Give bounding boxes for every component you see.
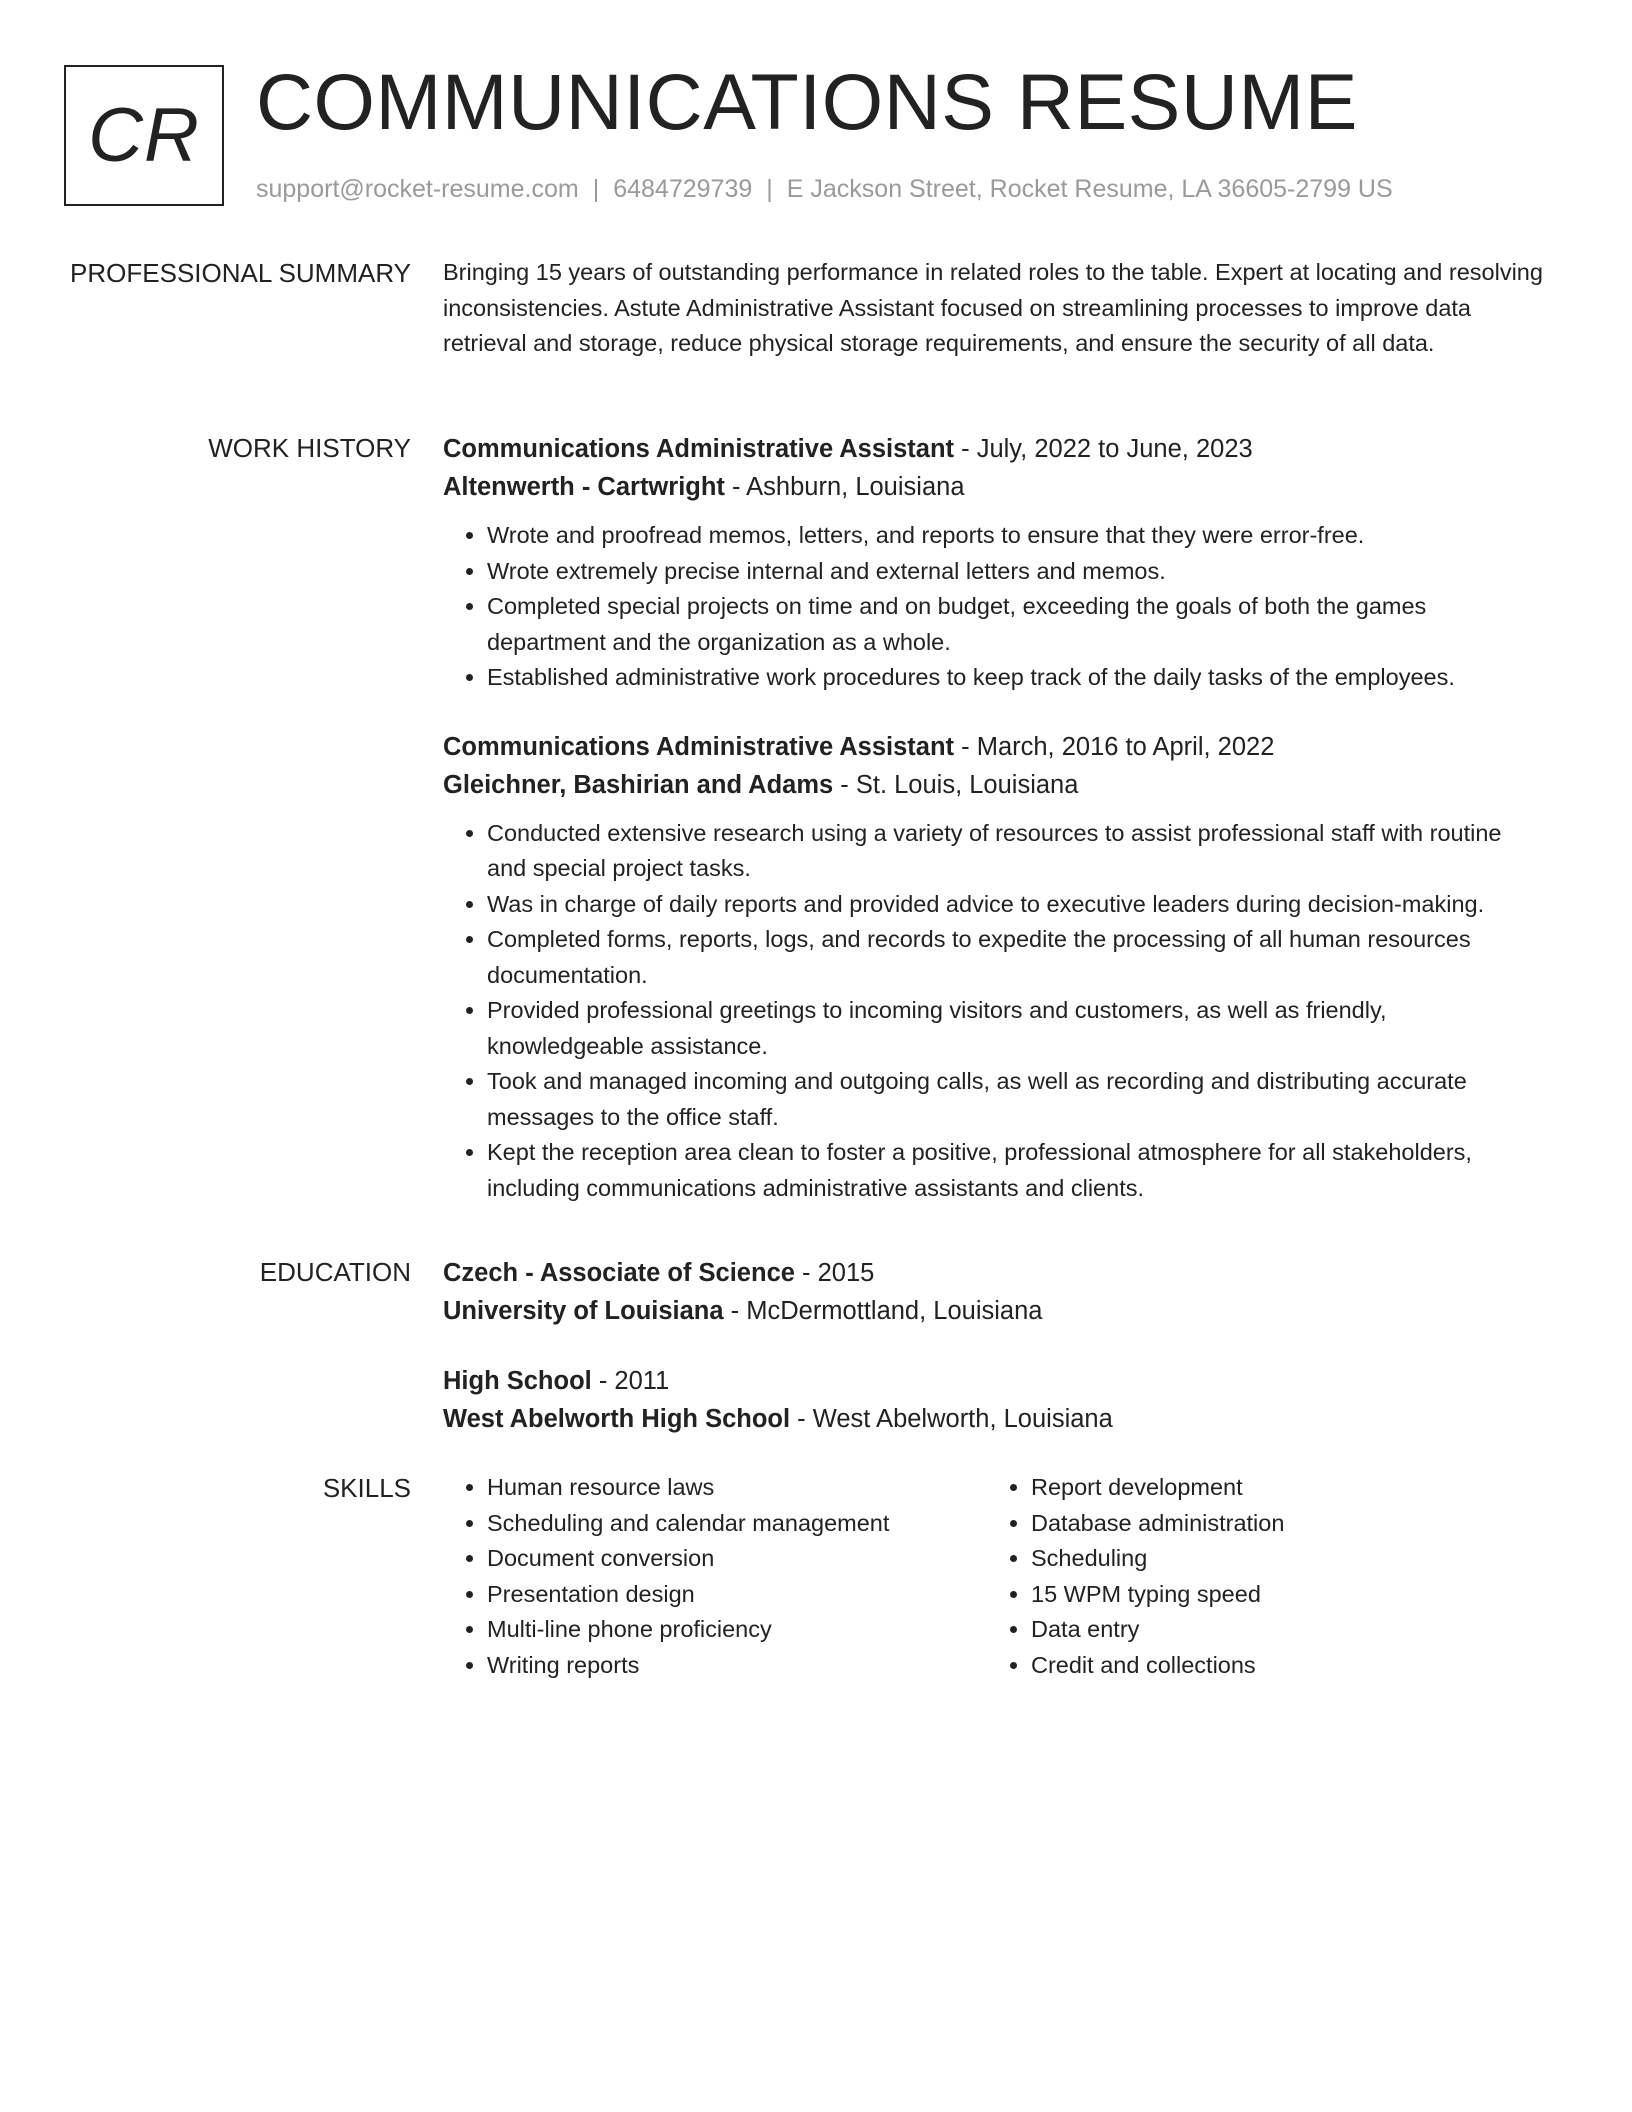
- job-bullet: • Took and managed incoming and outgoing calls, as well as recording and distributing accurate messages to the office staff.: [487, 1064, 1543, 1135]
- education-entry: [443, 1254, 1543, 1330]
- job-company: Gleichner, Bashirian and Adams: [443, 770, 834, 799]
- education-degree-line: [443, 1254, 1543, 1292]
- section-label-work-history: WORK HISTORY: [208, 433, 411, 463]
- section-label-summary: PROFESSIONAL SUMMARY: [70, 258, 411, 288]
- job-bullets: [443, 518, 1543, 696]
- education-body: [443, 1254, 1543, 1438]
- contact-line: [256, 171, 1393, 207]
- skill-item: • Human resource laws: [487, 1470, 987, 1506]
- education-degree-line: [443, 1362, 1543, 1400]
- job-bullet: • Completed special projects on time and on budget, exceeding the goals of both the games department and the organization as a whole.: [487, 589, 1543, 660]
- job-entry: [443, 728, 1543, 1207]
- skill-item: • Data entry: [1031, 1612, 1531, 1648]
- job-location: - Ashburn, Louisiana: [724, 473, 965, 501]
- job-bullet: • Was in charge of daily reports and provided advice to executive leaders during decision-making.: [487, 887, 1543, 923]
- job-bullet: • Established administrative work procedures to keep track of the daily tasks of the employees.: [487, 660, 1543, 696]
- education-degree: High School: [443, 1367, 592, 1395]
- job-location: - St. Louis, Louisiana: [833, 770, 1079, 799]
- summary-text: Bringing 15 years of outstanding performance in related roles to the table. Expert at locating and resolving inconsistencies. Astute Administrative Assistant focused on streamlining processes to improve data retrieval and storage, reduce physical storage requirements, and ensure the security of all data.: [443, 259, 1543, 356]
- job-bullet: • Kept the reception area clean to foster a positive, professional atmosphere for all stakeholders, including communications administrative assistants and clients.: [487, 1135, 1543, 1206]
- job-company-line: [443, 766, 1543, 804]
- job-bullet: • Wrote and proofread memos, letters, and reports to ensure that they were error-free.: [487, 518, 1543, 554]
- skills-list-left: [443, 1470, 987, 1683]
- summary-body: [443, 255, 1543, 362]
- skill-item: • Report development: [1031, 1470, 1531, 1506]
- skills-columns: [443, 1470, 1543, 1683]
- job-entry: [443, 430, 1543, 696]
- skill-item: • Presentation design: [487, 1577, 987, 1613]
- job-title-line: [443, 430, 1543, 468]
- job-bullet: • Wrote extremely precise internal and external letters and memos.: [487, 554, 1543, 590]
- skill-item: • Database administration: [1031, 1506, 1531, 1542]
- education-location: - West Abelworth, Louisiana: [790, 1405, 1113, 1433]
- section-label-skills: SKILLS: [322, 1473, 411, 1503]
- work-history-body: [443, 430, 1543, 1206]
- section-label-education: EDUCATION: [259, 1257, 411, 1287]
- skill-item: • Credit and collections: [1031, 1648, 1531, 1684]
- job-bullet: • Conducted extensive research using a variety of resources to assist professional staff with routine and special project tasks.: [487, 816, 1543, 887]
- job-bullets: [443, 816, 1543, 1207]
- job-title: Communications Administrative Assistant: [443, 435, 955, 463]
- skill-item: • Document conversion: [487, 1541, 987, 1577]
- education-year: - 2015: [794, 1259, 875, 1287]
- education-entry: [443, 1362, 1543, 1438]
- job-dates: - March, 2016 to April, 2022: [954, 732, 1275, 761]
- education-school: West Abelworth High School: [443, 1405, 791, 1433]
- skills-body: [443, 1470, 1543, 1683]
- job-company-line: [443, 468, 1543, 506]
- skill-item: • Scheduling and calendar management: [487, 1506, 987, 1542]
- education-school-line: [443, 1292, 1543, 1330]
- skill-item: • Scheduling: [1031, 1541, 1531, 1577]
- contact-address: E Jackson Street, Rocket Resume, LA 36605-2799 US: [786, 175, 1393, 203]
- contact-email: support@rocket-resume.com: [256, 175, 579, 203]
- contact-phone: 6484729739: [613, 175, 753, 203]
- skill-item: • Multi-line phone proficiency: [487, 1612, 987, 1648]
- monogram-logo: CR: [64, 65, 224, 206]
- job-title: Communications Administrative Assistant: [443, 732, 955, 761]
- education-school-line: [443, 1400, 1543, 1438]
- job-dates: - July, 2022 to June, 2023: [954, 435, 1253, 463]
- education-degree: Czech - Associate of Science: [443, 1259, 795, 1287]
- contact-separator: |: [592, 175, 600, 203]
- skill-item: • Writing reports: [487, 1648, 987, 1684]
- resume-title: COMMUNICATIONS RESUME: [256, 57, 1358, 146]
- job-company: Altenwerth - Cartwright: [443, 473, 725, 501]
- job-bullet: • Completed forms, reports, logs, and records to expedite the processing of all human resources documentation.: [487, 922, 1543, 993]
- contact-separator: |: [766, 175, 773, 203]
- education-location: - McDermottland, Louisiana: [723, 1297, 1043, 1325]
- education-year: - 2011: [591, 1367, 670, 1395]
- skills-list-right: [987, 1470, 1531, 1683]
- skill-item: • 15 WPM typing speed: [1031, 1577, 1531, 1613]
- job-title-line: [443, 728, 1543, 766]
- education-school: University of Louisiana: [443, 1297, 724, 1325]
- job-bullet: • Provided professional greetings to incoming visitors and customers, as well as friendly, knowledgeable assistance.: [487, 993, 1543, 1064]
